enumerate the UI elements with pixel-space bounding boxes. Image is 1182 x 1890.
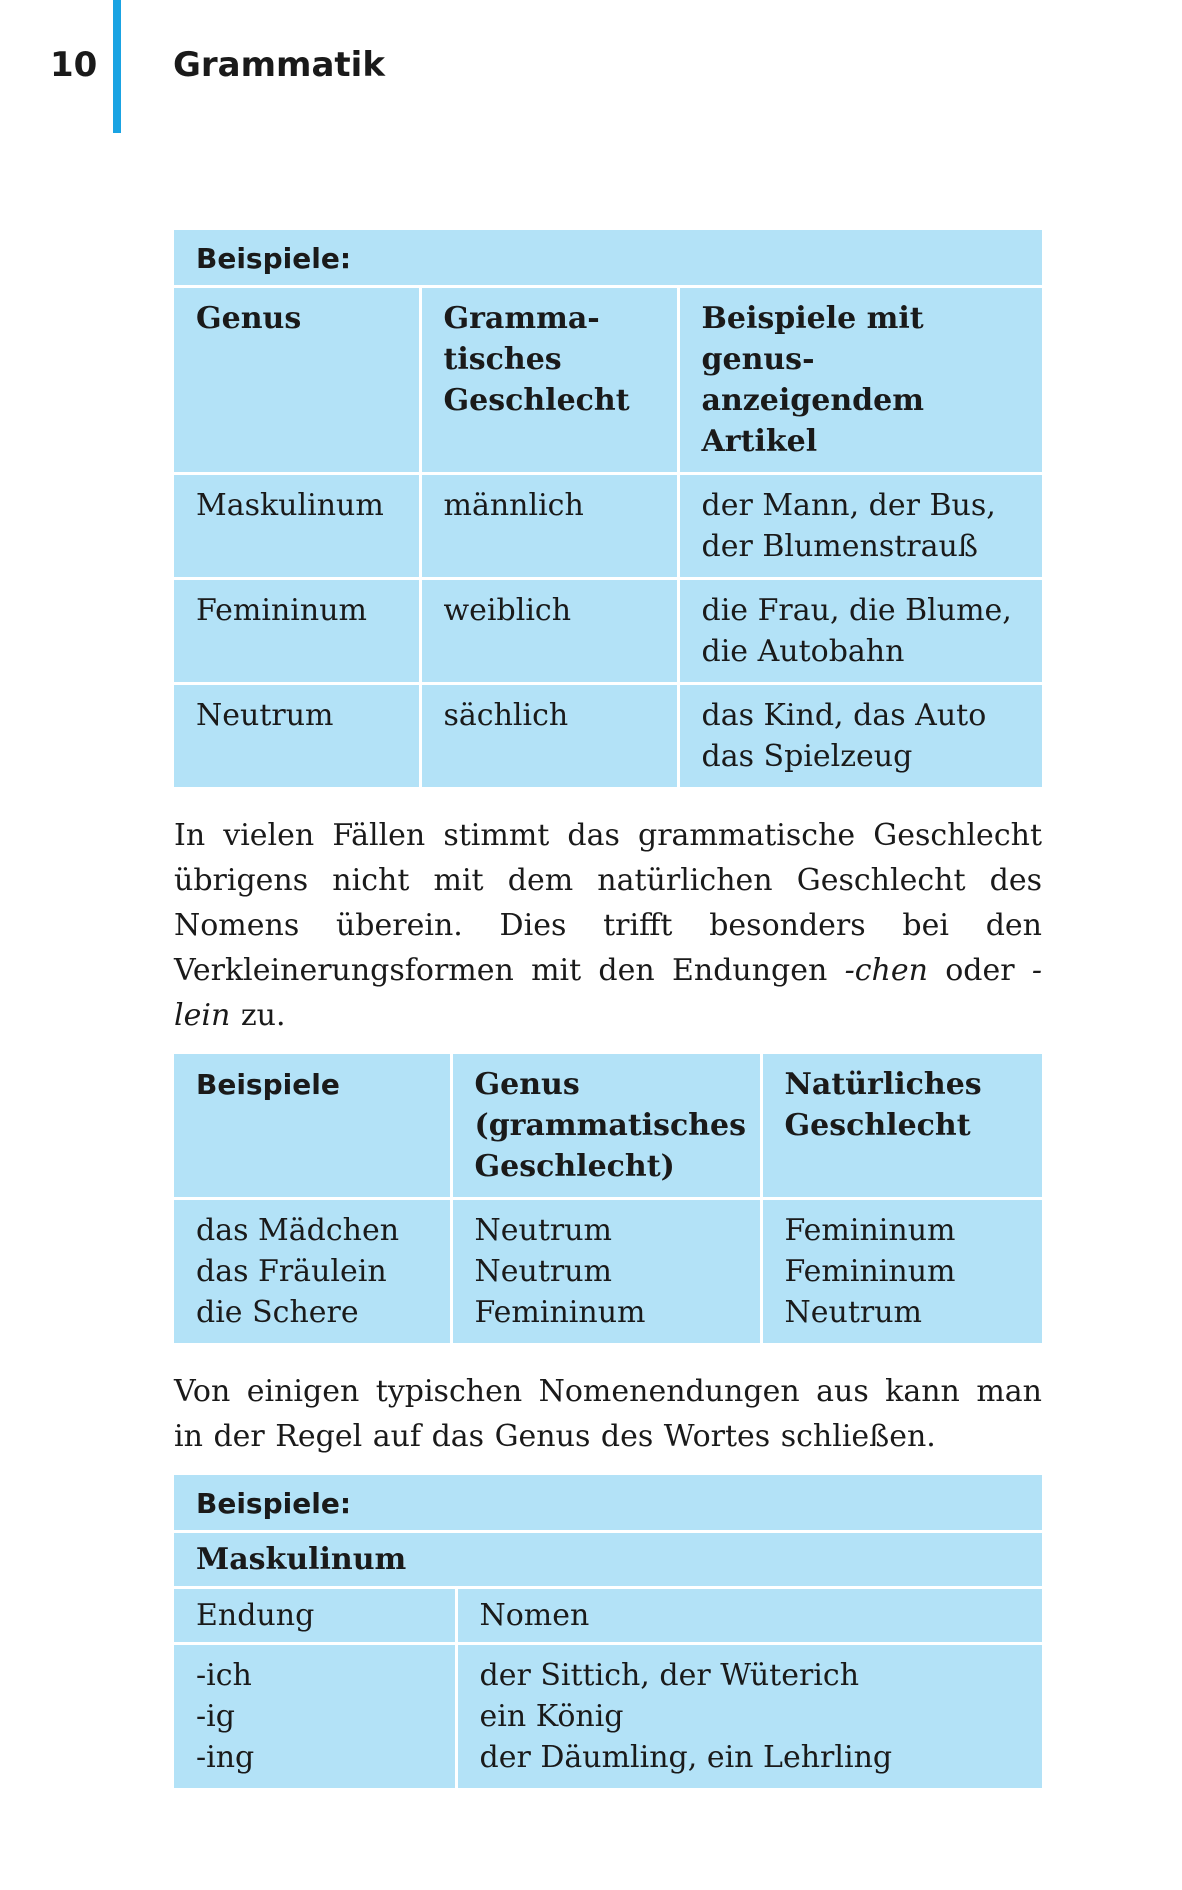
section-title: Grammatik <box>173 45 385 85</box>
table-cell-endungen: -ich -ig -ing <box>174 1644 456 1789</box>
endings-table <box>174 1475 1042 1788</box>
table-cell-genus: Femininum <box>174 579 420 684</box>
table-cell-geschlecht: weiblich <box>420 579 678 684</box>
table-row <box>174 684 1042 788</box>
body-paragraph: Von einigen typischen Nomenendungen aus kann man in der Regel auf das Genus des Wortes schließen. <box>174 1374 1042 1454</box>
table-cell-beispiele: die Frau, die Blume, die Autobahn <box>678 579 1042 684</box>
table-caption: Beispiele: <box>174 230 1042 287</box>
table-cell-geschlecht: sächlich <box>420 684 678 788</box>
table-cell-natuerlich: Femininum Femininum Neutrum <box>761 1199 1042 1344</box>
table-header-nomen: Nomen <box>456 1588 1042 1644</box>
page-number: 10 <box>50 45 98 85</box>
table-cell-beispiele: der Mann, der Bus, der Blumenstrauß <box>678 474 1042 579</box>
natural-gender-table <box>174 1054 1042 1343</box>
table-row <box>174 474 1042 579</box>
table-header-beispiele: Beispiele <box>174 1054 451 1199</box>
table-group-label: Maskulinum <box>174 1532 1042 1588</box>
table-cell-genus: Neutrum <box>174 684 420 788</box>
page-content <box>174 230 1042 1788</box>
table-cell-beispiele: das Mädchen das Fräulein die Schere <box>174 1199 451 1344</box>
table-header-beispiele: Beispiele mit genus-anzeigendem Artikel <box>678 287 1042 474</box>
table-row <box>174 579 1042 684</box>
table-header-endung: Endung <box>174 1588 456 1644</box>
table-header-genus: Genus (grammatisches Geschlecht) <box>451 1054 761 1199</box>
table-row <box>174 1199 1042 1344</box>
table-cell-genus: Neutrum Neutrum Femininum <box>451 1199 761 1344</box>
table-header-genus: Genus <box>174 287 420 474</box>
table-header-natuerlich: Natürliches Geschlecht <box>761 1054 1042 1199</box>
table-caption: Beispiele: <box>174 1475 1042 1532</box>
table-row <box>174 1644 1042 1789</box>
table-header-geschlecht: Gramma- tisches Geschlecht <box>420 287 678 474</box>
table-cell-geschlecht: männlich <box>420 474 678 579</box>
table-cell-beispiele: das Kind, das Auto das Spielzeug <box>678 684 1042 788</box>
table-cell-genus: Maskulinum <box>174 474 420 579</box>
body-paragraph: In vielen Fällen stimmt das grammatische Geschlecht übrigens nicht mit dem natürlichen Geschlecht des Nomens überein. Dies trifft besonders bei den Verkleinerungsformen mit den Endungen -chen oder -lein zu. <box>174 818 1042 1033</box>
table-cell-nomen: der Sittich, der Wüterich ein König der Däumling, ein Lehrling <box>456 1644 1042 1789</box>
genus-table <box>174 230 1042 787</box>
header-accent-bar <box>113 0 121 133</box>
